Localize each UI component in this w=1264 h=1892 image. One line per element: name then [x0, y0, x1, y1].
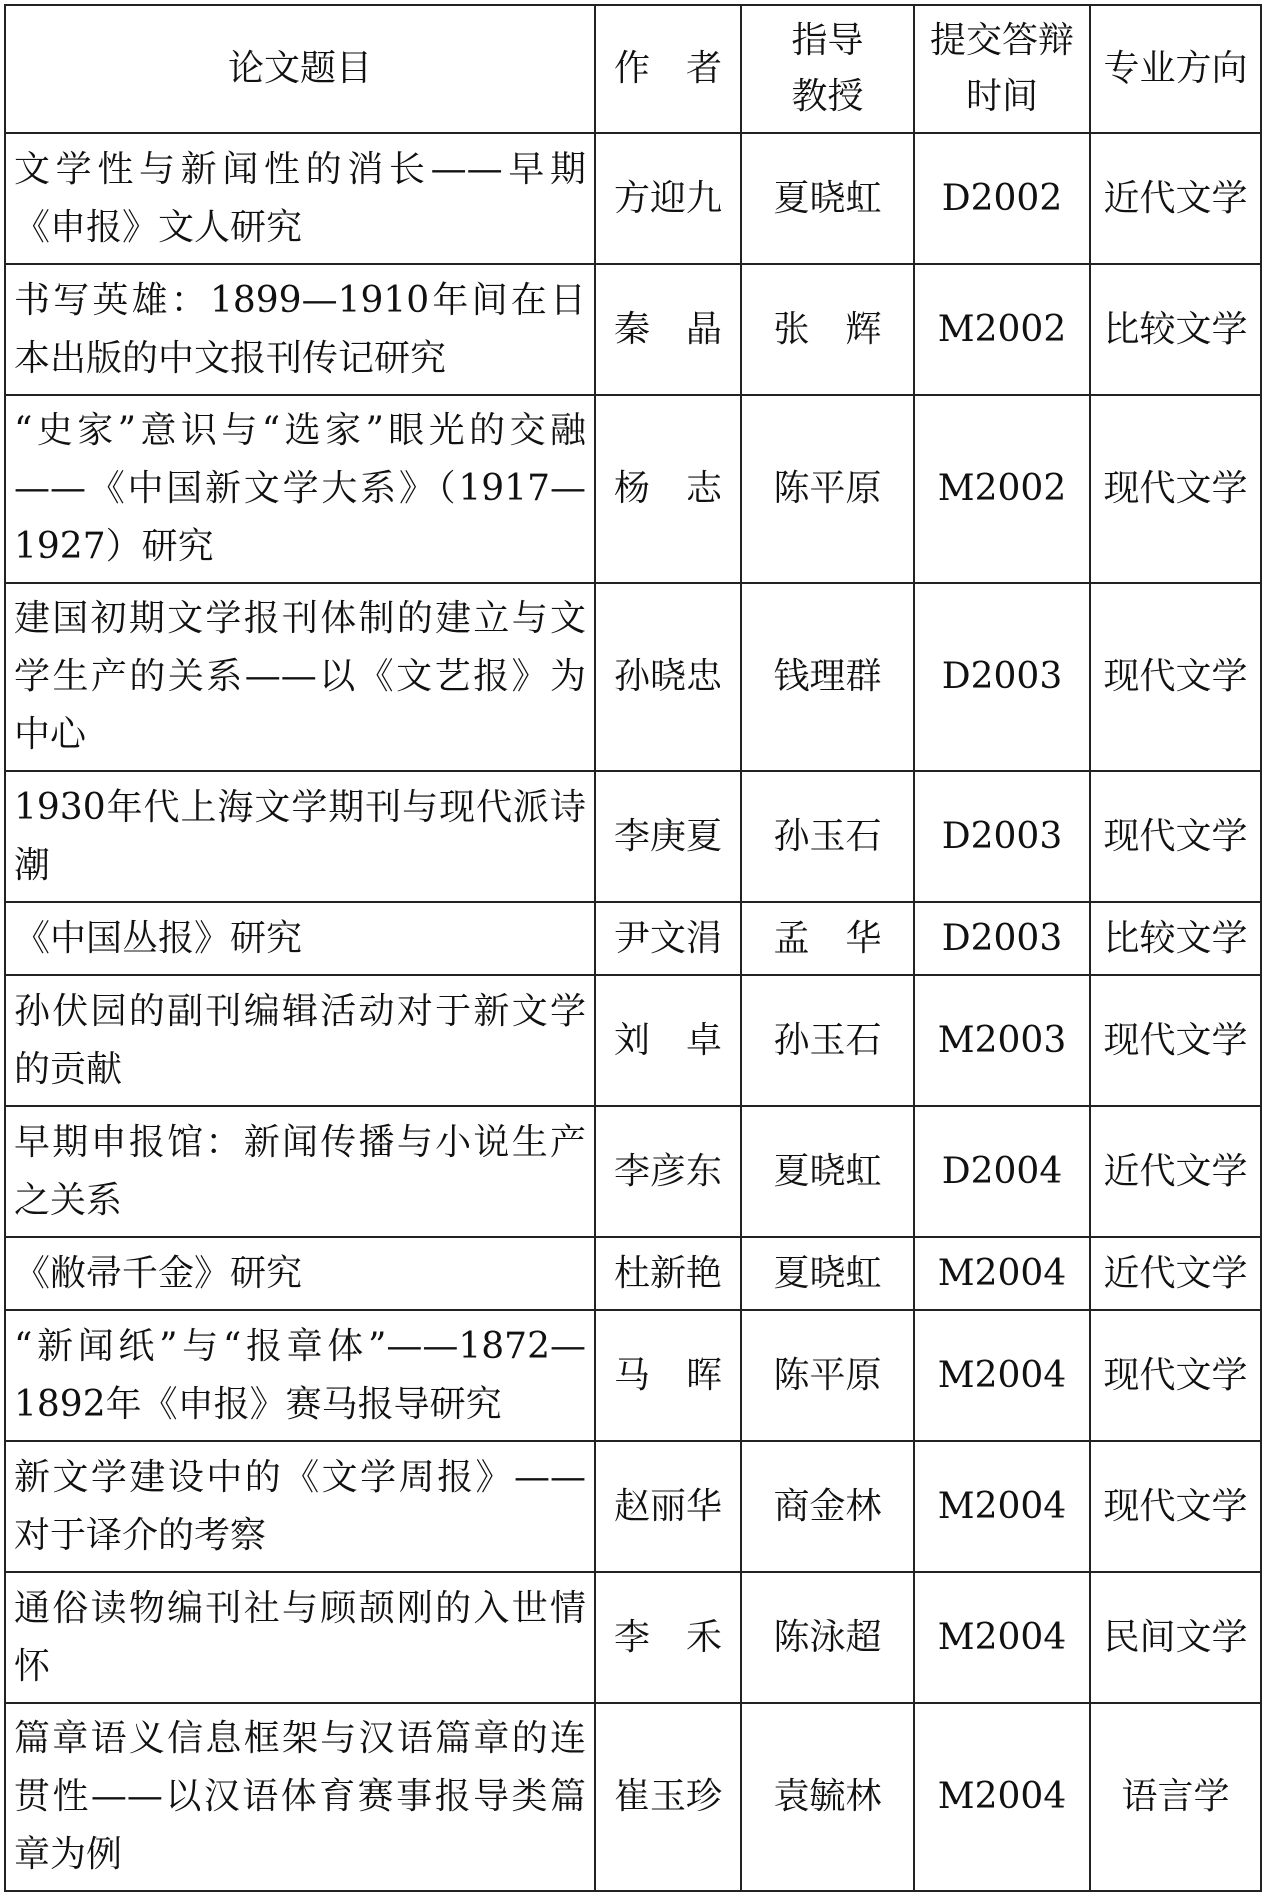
advisor: 夏晓虹: [741, 133, 914, 264]
advisor: 夏晓虹: [741, 1106, 914, 1237]
advisor: 陈泳超: [741, 1572, 914, 1703]
thesis-title: 文学性与新闻性的消长——早期《申报》文人研究: [5, 133, 595, 264]
major: 语言学: [1090, 1703, 1261, 1891]
advisor: 陈平原: [741, 395, 914, 583]
major: 近代文学: [1090, 1106, 1261, 1237]
major: 近代文学: [1090, 133, 1261, 264]
table-row: [5, 133, 1261, 264]
author: 赵丽华: [595, 1441, 741, 1572]
thesis-title: 1930年代上海文学期刊与现代派诗潮: [5, 771, 595, 902]
defense-time: M2004: [914, 1703, 1090, 1891]
major: 比较文学: [1090, 264, 1261, 395]
table-row: [5, 583, 1261, 771]
major: 比较文学: [1090, 902, 1261, 975]
advisor: 陈平原: [741, 1310, 914, 1441]
header-author: 作 者: [595, 5, 741, 133]
defense-time: M2004: [914, 1441, 1090, 1572]
advisor: 孙玉石: [741, 771, 914, 902]
defense-time: M2004: [914, 1310, 1090, 1441]
author: 崔玉珍: [595, 1703, 741, 1891]
defense-time: M2002: [914, 264, 1090, 395]
advisor: 孙玉石: [741, 975, 914, 1106]
table-row: [5, 264, 1261, 395]
table-row: [5, 1310, 1261, 1441]
thesis-title: “史家”意识与“选家”眼光的交融——《中国新文学大系》（1917—1927）研究: [5, 395, 595, 583]
author: 马 晖: [595, 1310, 741, 1441]
author: 李彦东: [595, 1106, 741, 1237]
author: 尹文涓: [595, 902, 741, 975]
table-row: [5, 1703, 1261, 1891]
major: 现代文学: [1090, 1310, 1261, 1441]
defense-time: D2003: [914, 583, 1090, 771]
defense-time: M2004: [914, 1572, 1090, 1703]
author: 李 禾: [595, 1572, 741, 1703]
author: 孙晓忠: [595, 583, 741, 771]
thesis-title: 新文学建设中的《文学周报》——对于译介的考察: [5, 1441, 595, 1572]
defense-time: D2003: [914, 902, 1090, 975]
thesis-title: “新闻纸”与“报章体”——1872—1892年《申报》赛马报导研究: [5, 1310, 595, 1441]
table-row: [5, 1441, 1261, 1572]
major: 现代文学: [1090, 1441, 1261, 1572]
thesis-title: 篇章语义信息框架与汉语篇章的连贯性——以汉语体育赛事报导类篇章为例: [5, 1703, 595, 1891]
author: 刘 卓: [595, 975, 741, 1106]
author: 秦 晶: [595, 264, 741, 395]
header-row: [5, 5, 1261, 133]
thesis-title: 建国初期文学报刊体制的建立与文学生产的关系——以《文艺报》为中心: [5, 583, 595, 771]
header-advisor: 指导 教授: [741, 5, 914, 133]
defense-time: D2003: [914, 771, 1090, 902]
thesis-title: 通俗读物编刊社与顾颉刚的入世情怀: [5, 1572, 595, 1703]
advisor: 商金林: [741, 1441, 914, 1572]
header-defense-time: 提交答辩 时间: [914, 5, 1090, 133]
header-major: 专业方向: [1090, 5, 1261, 133]
major: 近代文学: [1090, 1237, 1261, 1310]
thesis-title: 《中国丛报》研究: [5, 902, 595, 975]
advisor: 袁毓林: [741, 1703, 914, 1891]
defense-time: M2002: [914, 395, 1090, 583]
defense-time: D2002: [914, 133, 1090, 264]
advisor: 孟 华: [741, 902, 914, 975]
table-row: [5, 902, 1261, 975]
table-row: [5, 1572, 1261, 1703]
advisor: 钱理群: [741, 583, 914, 771]
major: 民间文学: [1090, 1572, 1261, 1703]
advisor: 夏晓虹: [741, 1237, 914, 1310]
defense-time: D2004: [914, 1106, 1090, 1237]
major: 现代文学: [1090, 975, 1261, 1106]
author: 李庚夏: [595, 771, 741, 902]
thesis-title: 早期申报馆：新闻传播与小说生产之关系: [5, 1106, 595, 1237]
major: 现代文学: [1090, 395, 1261, 583]
table-row: [5, 395, 1261, 583]
table-row: [5, 975, 1261, 1106]
thesis-title: 书写英雄：1899—1910年间在日本出版的中文报刊传记研究: [5, 264, 595, 395]
defense-time: M2004: [914, 1237, 1090, 1310]
advisor: 张 辉: [741, 264, 914, 395]
major: 现代文学: [1090, 583, 1261, 771]
major: 现代文学: [1090, 771, 1261, 902]
author: 杨 志: [595, 395, 741, 583]
table-row: [5, 1106, 1261, 1237]
header-title: 论文题目: [5, 5, 595, 133]
table-row: [5, 1237, 1261, 1310]
thesis-title: 孙伏园的副刊编辑活动对于新文学的贡献: [5, 975, 595, 1106]
author: 杜新艳: [595, 1237, 741, 1310]
defense-time: M2003: [914, 975, 1090, 1106]
author: 方迎九: [595, 133, 741, 264]
table-row: [5, 771, 1261, 902]
thesis-table: [4, 4, 1262, 1892]
thesis-title: 《敝帚千金》研究: [5, 1237, 595, 1310]
